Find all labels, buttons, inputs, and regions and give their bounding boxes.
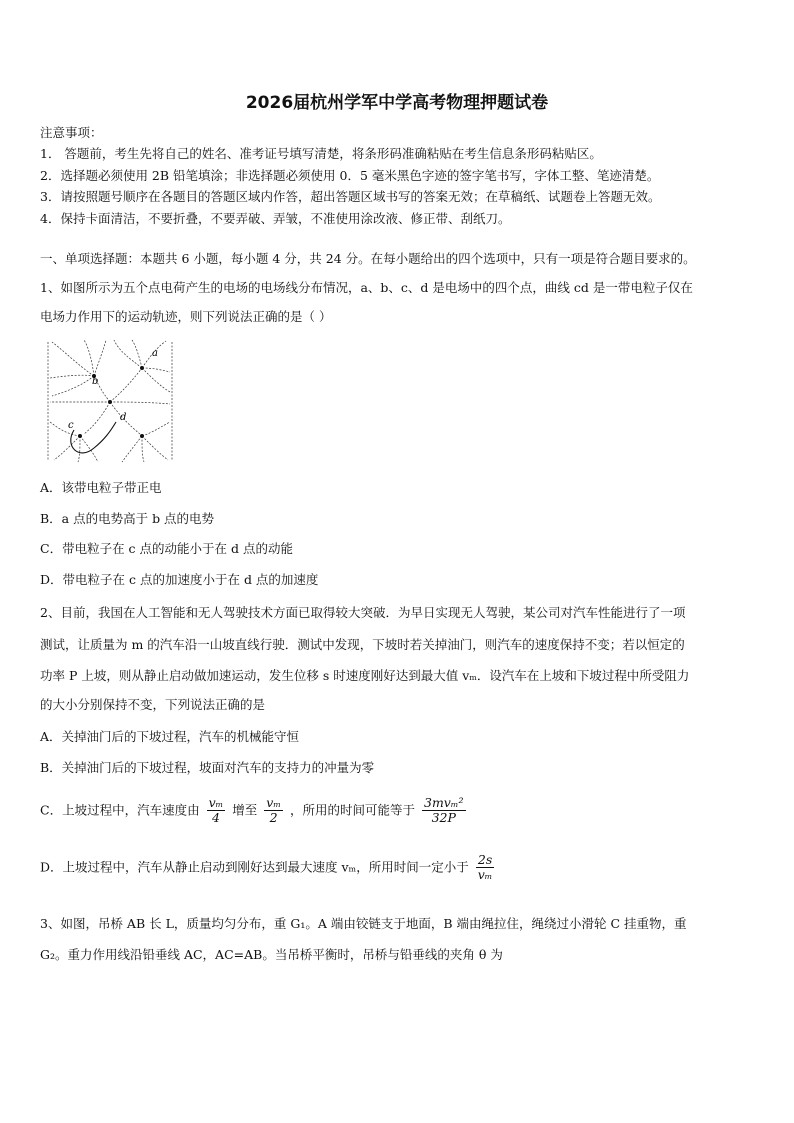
q1-stem-line1: 1、如图所示为五个点电荷产生的电场的电场线分布情况，a、b、c、d 是电场中的四个点，曲线 cd 是一带电粒子仅在 <box>40 280 693 295</box>
fraction-numerator: 3mvₘ² <box>424 795 464 810</box>
fraction-time-expression <box>422 796 466 826</box>
section-heading: 一、单项选择题：本题共 6 小题，每小题 4 分，共 24 分。在每小题给出的四个选项中，只有一项是符合题目要求的。 <box>40 251 696 266</box>
notice-item-3: 3．请按照题号顺序在各题目的答题区域内作答，超出答题区域书写的答案无效；在草稿纸、试题卷上答题无效。 <box>40 189 661 204</box>
electric-field-figure <box>44 336 176 466</box>
q2-stem-line3: 功率 P 上坡，则从静止启动做加速运动，发生位移 s 时速度刚好达到最大值 vₘ．设汽车在上坡和下坡过程中所受阻力 <box>40 668 690 683</box>
q2-option-a: A．关掉油门后的下坡过程，汽车的机械能守恒 <box>40 729 300 744</box>
fraction-numerator: 2s <box>476 853 495 868</box>
q2-stem-line4: 的大小分别保持不变，下列说法正确的是 <box>40 697 266 712</box>
notice-item-4: 4．保持卡面清洁，不要折叠，不要弄破、弄皱，不准使用涂改液、修正带、刮纸刀。 <box>40 211 511 226</box>
exam-title: 2026届杭州学军中学高考物理押题试卷 <box>245 93 549 113</box>
q1-option-d: D．带电粒子在 c 点的加速度小于在 d 点的加速度 <box>40 572 319 587</box>
notice-item-2: 2．选择题必须使用 2B 铅笔填涂；非选择题必须使用 0．5 毫米黑色字迹的签字笔书写，字体工整、笔迹清楚。 <box>40 168 660 183</box>
point-label-c: c <box>68 420 74 431</box>
q2-stem-line2: 测试，让质量为 m 的汽车沿一山坡直线行驶．测试中发现，下坡时若关掉油门，则汽车的速度保持不变；若以恒定的 <box>40 637 685 652</box>
q1-option-a: A．该带电粒子带正电 <box>40 480 162 495</box>
notice-heading: 注意事项： <box>40 125 103 140</box>
q1-stem-line2: 电场力作用下的运动轨迹，则下列说法正确的是（ ） <box>40 309 332 324</box>
q2-option-c-mid: 增至 <box>232 802 258 818</box>
fraction-numerator: vₘ <box>266 795 282 810</box>
fraction-denominator: 4 <box>211 810 220 826</box>
fraction-2s-over-vm <box>476 853 495 883</box>
q3-stem-line1: 3、如图，吊桥 AB 长 L，质量均匀分布，重 G₁。A 端由铰链支于地面，B 端由绳拉住，绳绕过小滑轮 C 挂重物，重 <box>40 916 687 931</box>
q3-stem-line2: G₂。重力作用线沿铅垂线 AC，AC=AB。当吊桥平衡时，吊桥与铅垂线的夹角 θ 为 <box>40 947 503 962</box>
q2-option-d <box>40 853 497 883</box>
q2-stem-line1: 2、目前，我国在人工智能和无人驾驶技术方面已取得较大突破．为早日实现无人驾驶，某公司对汽车性能进行了一项 <box>40 605 686 620</box>
fraction-denominator: 32P <box>431 810 456 826</box>
fraction-denominator: 2 <box>269 810 278 826</box>
q2-option-c-mid2: ，所用的时间可能等于 <box>290 802 416 818</box>
q2-option-c <box>40 796 469 826</box>
point-label-a: a <box>152 348 158 359</box>
fraction-numerator: vₘ <box>208 795 224 810</box>
q2-option-c-prefix: C．上坡过程中，汽车速度由 <box>40 802 200 818</box>
fraction-vm-over-4 <box>207 796 226 826</box>
fraction-vm-over-2 <box>264 796 283 826</box>
point-label-d: d <box>120 412 127 423</box>
point-label-b: b <box>92 376 99 387</box>
notice-item-1: 1． 答题前，考生先将自己的姓名、准考证号填写清楚，将条形码准确粘贴在考生信息条形码粘贴区。 <box>40 146 602 161</box>
q2-option-d-prefix: D．上坡过程中，汽车从静止启动到刚好达到最大速度 vₘ，所用时间一定小于 <box>40 859 469 875</box>
fraction-denominator: vₘ <box>477 867 493 883</box>
q1-option-c: C．带电粒子在 c 点的动能小于在 d 点的动能 <box>40 541 293 556</box>
q2-option-b: B．关掉油门后的下坡过程，坡面对汽车的支持力的冲量为零 <box>40 760 375 775</box>
q1-option-b: B．a 点的电势高于 b 点的电势 <box>40 511 215 526</box>
